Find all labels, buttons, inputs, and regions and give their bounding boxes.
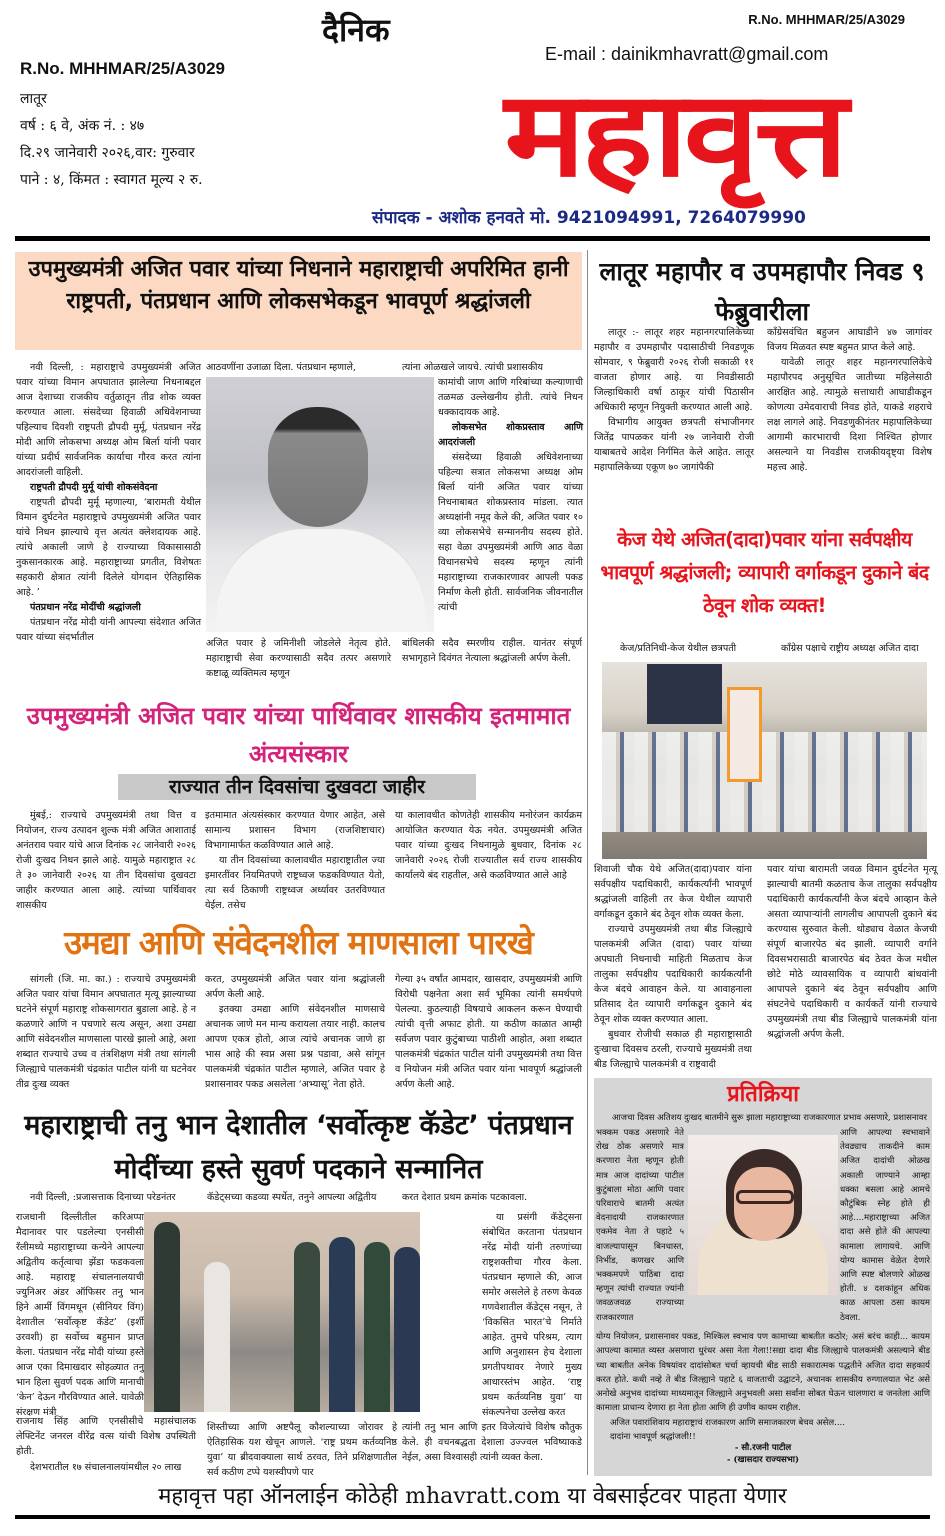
photo-figure-pm bbox=[204, 1262, 230, 1412]
article1-column-3-bottom: बांधिलकी सदैव स्मरणीय राहील. यानंतर संपूर्ण सभागृहाने दिवंगत नेत्याला श्रद्धांजली अर्पण केली. bbox=[402, 638, 582, 664]
rajani-patil-portrait-photo bbox=[688, 1135, 838, 1295]
paragraph: पंतप्रधान नरेंद्र मोदी यांनी आपल्या संदेशात अजित पवार यांच्या संदर्भातील bbox=[16, 617, 201, 643]
footer-divider bbox=[15, 1515, 930, 1519]
paragraph: राजनाथ सिंह आणि एनसीसीचे महासंचालक लेफ्टिनेंट जनरल वीरेंद्र वत्स यांची विशेष उपस्थिती होती. bbox=[16, 1416, 196, 1457]
photo-figure-officer bbox=[154, 1222, 180, 1412]
article-ajit-pawar-tribute-headline: उपमुख्यमंत्री अजित पवार यांच्या निधनाने महाराष्ट्राची अपरिमित हानी राष्ट्रपती, पंतप्रधान आणि लोकसभेकडून भावपूर्ण श्रद्धांजली bbox=[15, 252, 582, 350]
paragraph: केज/प्रतिनिधी-केज येथील छत्रपती bbox=[620, 643, 737, 654]
photo-figure-cadet bbox=[394, 1247, 420, 1412]
paragraph: योग्य नियोजन, प्रशासनावर पकड, मिश्किल स्वभाव पण कामाच्या बाबतीत कठोर; असं बरंच काही... कायम आपल्या कामात व्यस्त असणारा धुरंधर असा नेता गेला!!सद्या दादा बीड जिल्ह्याचे पालकमंत्री असल्याने बीड च्या बाबतीत अनेक विषयांवर दादांसोबत चर्चा व्हायची बीड साठी सकारात्मक पद्धतीने अजित दादा सहकार्य करत होते. कधी नव्हे ते बीड जिल्ह्याने पहाटे ६ वाजताची उद्घाटने, अचानक शासकीय रुग्णालयात भेट असे अनोखे अनुभव दादांच्या माध्यमातून जिल्ह्याने अनुभवली असा सर्वांना सोबत घेऊन चालणारा व जनतेला आणि कामाला प्राधान्य देणारा हा नेता होता आणि ही उणीव कायम राहील. bbox=[596, 1332, 930, 1414]
paragraph: सांगली (जि. मा. का.) : राज्याचे उपमुख्यमंत्री अजित पवार यांचा विमान अपघातात मृत्यू झाल्याच्या घटनेने संपूर्ण महाराष्ट्र शोकसागरात बुडाला आहे. हे न कळणारे आणि न पचणारे सत्य असून, अशा उमद्या आणि संवेदनशील माणसाला पारखे झालो आहे, अशा शब्दात राज्याचे उच्च व तंत्रशिक्षण मंत्री तथा सांगली जिल्ह्याचे पालकमंत्री चंद्रकांत पाटील यांनी या घटनेवर तीव्र दुःख व्यक्त bbox=[16, 974, 196, 1090]
paragraph: लातूर :- लातूर शहर महानगरपालिकेच्या महापौर व उपमहापौर पदासाठीची निवडणूक सोमवार, ९ फेब्रुवारी २०२६ रोजी सकाळी ११ वाजता होणार आहे. या निवडीसाठी जिल्हाधिकारी वर्षा ठाकूर यांची पिठासीन अधिकारी म्हणून नियुक्ती करण्यात आली आहे. bbox=[594, 327, 754, 413]
article3-column-2 bbox=[205, 972, 385, 1092]
photo-head-shape bbox=[268, 407, 368, 527]
article-sangli-tribute-headline: उमद्या आणि संवेदनशील माणसाला पारखे bbox=[64, 923, 533, 962]
article1-column-3-top: त्यांना ओळखले जायचे. त्यांची प्रशासकीय bbox=[402, 362, 543, 373]
paragraph: या प्रसंगी कॅडेट्सना संबोधित करताना पंतप्रधान नरेंद्र मोदी यांनी तरुणांच्या राष्ट्रशक्तीचा गौरव केला. पंतप्रधान म्हणाले की, आज समोर असलेले हे तरुण केवळ गणवेशातील कॅडेट्स नसून, ते ‘विकसित भारत’चे निर्माते आहेत. तुमचे परिश्रम, त्याग आणि अनुशासन हेच देशाला प्रगतीपथावर नेणारे मुख्य आधारस्तंभ आहेत. ‘राष्ट्र प्रथम कर्तव्यनिष्ठ युवा’ या संकल्पनेचा उल्लेख करत bbox=[482, 1212, 582, 1418]
article5-column-1 bbox=[594, 325, 754, 475]
photo-garlanded-portrait bbox=[727, 687, 762, 782]
masthead-info bbox=[20, 55, 225, 194]
year-issue: वर्ष : ६ वे, अंक नं. : ४७ bbox=[20, 118, 145, 134]
ncc-cadet-award-photo bbox=[144, 1212, 420, 1412]
article4-column-3-side bbox=[482, 1210, 582, 1420]
article3-column-1 bbox=[16, 972, 196, 1092]
paragraph: या तीन दिवसांच्या कालावधीत महाराष्ट्रातील ज्या इमारतींवर नियमितपणे राष्ट्रध्वज फडकविण्यात येतो, त्या सर्व ठिकाणी राष्ट्रध्वज अर्ध्यावर उतरविण्यात येईल. तसेच bbox=[205, 855, 385, 911]
editor-contact: संपादक - अशोक हनवते मो. 9421094991, 7264079990 bbox=[372, 208, 806, 228]
article4-column-3-top: करत देशात प्रथम क्रमांक पटकावला. bbox=[402, 1192, 528, 1203]
ajit-pawar-portrait-photo bbox=[206, 377, 434, 632]
column-divider bbox=[587, 250, 588, 1475]
article6-lead-left bbox=[606, 641, 766, 656]
reaction-signature-block bbox=[594, 1442, 932, 1466]
paragraph: इतक्या उमद्या आणि संवेदनशील माणसाचे अचानक जाणे मन मान्य करायला तयार नाही. कालच आपण एकत्र होतो, आज त्यांचे अचानक जाणे हा भास आहे की स्वप्न असा प्रश्न पडावा, असे सांगून पालकमंत्री चंद्रकांत पाटील म्हणाले, अजित पवार हे प्रशासनावर पकड असलेला ‘अभ्यासू’ नेता होते. bbox=[205, 1004, 385, 1090]
pages-price: पाने : ४, किंमत : स्वागत मूल्य २ रु. bbox=[20, 172, 203, 188]
paragraph: इतमामात अंत्यसंस्कार करण्यात येणार आहेत, असे सामान्य प्रशासन विभाग (राजशिष्टाचार) विभागामार्फत कळविण्यात आले आहे. bbox=[205, 810, 385, 851]
paragraph: काँग्रेस पक्षाचे राष्ट्रीय अध्यक्ष अजित दादा bbox=[781, 643, 919, 654]
registration-number: R.No. MHHMAR/25/A3029 bbox=[20, 59, 225, 78]
photo-shivtirth-board bbox=[647, 664, 722, 724]
issue-date: दि.२९ जानेवारी २०२६,वार: गुरुवार bbox=[20, 145, 195, 161]
photo-crowd bbox=[602, 732, 927, 832]
paragraph: मुंबई,: राज्याचे उपमुख्यमंत्री तथा वित्त व नियोजन, राज्य उत्पादन शुल्क मंत्री अजित आशाताई अनंतराव पवार यांचे आज दिनांक २८ जानेवारी २०२६ रोजी दुःखद निधन झाले आहे. यामुळे महाराष्ट्रात २८ ते ३० जानेवारी २०२६ या तीन दिवसांचा दुखवटा जाहीर करण्यात आला आहे. त्यांच्या पार्थिवावर शासकीय bbox=[16, 810, 196, 911]
paragraph: बुधवार रोजीची सकाळ ही महाराष्ट्रासाठी दुःखाचा दिवसच ठरली, राज्याचे मुख्यमंत्री तथा बीड जिल्ह्याचे पालकमंत्री व राष्ट्रवादी bbox=[594, 1029, 752, 1070]
reaction-column-left: भक्कम पकड असणारे नेते रोख ठोक असणारे मात्र करणारा नेता म्हणून होती मात्र आज दादांच्या पाटील कुटुंबाला मोठा आणि पवार परिवाराचे बातमी अत्यंत वेदनादायी राजकारणात एकमेव नेता ते पहाटे ५ वाजल्यापासून बिनधास्त, निर्भीड, कणखर आणि भक्कमपणे पाठिंबा दादा म्हणून त्यांची राज्यात ज्यांनी जवळजवळ राज्याच्या राजकारणात bbox=[596, 1128, 684, 1323]
article2-column-1 bbox=[16, 808, 196, 913]
masthead-divider bbox=[15, 236, 930, 241]
article6-lead-right bbox=[767, 641, 937, 656]
article-latur-mayor-election-headline: लातूर महापौर व उपमहापौर निवड ९ फेब्रुवारीला bbox=[599, 257, 925, 326]
paragraph: शिवाजी चौक येथे अजित(दादा)पवार यांना सर्वपक्षीय पदाधिकारी, कार्यकर्त्यांनी भावपूर्ण श्रद्धांजली वाहिली तर केज येथील व्यापारी वर्गाकडून दुकाने बंद ठेवून शोक व्यक्त केला. bbox=[594, 864, 752, 920]
photo-face bbox=[734, 1167, 794, 1241]
kej-tribute-gathering-photo bbox=[602, 662, 927, 859]
article2-column-3: या कालावधीत कोणतेही शासकीय मनोरंजन कार्यक्रम आयोजित करण्यात येऊ नयेत. उपमुख्यमंत्री अजित पवार यांच्या दुःखद निधनामुळे बुधवार, दिनांक २८ जानेवारी २०२६ रोजी राज्यातील सर्व राज्य शासकीय कार्यालये बंद राहतील, असे कळविण्यात आले आहे bbox=[395, 810, 582, 881]
article4-column-1-bottom bbox=[16, 1414, 196, 1459]
subheading: राष्ट्रपती द्रौपदी मुर्मू यांची शोकसंवेदना bbox=[30, 482, 158, 493]
photo-figure-cadet bbox=[294, 1242, 320, 1412]
article6-column-1 bbox=[594, 862, 752, 1072]
article4-column-2-top: कॅडेट्सच्या कडव्या स्पर्धेत, तनुने आपल्या अद्वितीय bbox=[207, 1192, 377, 1203]
reaction-lead: आजचा दिवस अतिशय दुःखद बातमीने सुरू झाला महाराष्ट्राच्या राजकारणात प्रभाव असणारे, प्रशासनावर bbox=[612, 1113, 928, 1123]
article1-column-2-bottom: अजित पवार हे जमिनीशी जोडलेले नेतृत्व होते. महाराष्ट्राची सेवा करण्यासाठी सदैव तत्पर असणारे कष्टाळू व्यक्तिमत्व म्हणून bbox=[206, 638, 391, 679]
photo-shirt-shape bbox=[216, 527, 426, 632]
photo-glasses bbox=[736, 1190, 794, 1204]
article5-column-2 bbox=[767, 325, 932, 475]
article4-column-1-side: राजधानी दिल्लीतील करिअप्पा मैदानावर पार पडलेल्या एनसीसी रॅलीमध्ये महाराष्ट्राच्या कन्येने आपल्या अद्वितीय कर्तृत्वाचा झेंडा फडकवला आहे. महाराष्ट्र संचालनालयाची ज्युनिअर अंडर ऑफिसर तनु भान हिने आर्मी विंगमधून (सीनियर विंग) देशातील ‘सर्वोत्कृष्ट कॅडेट’ (इर्शी उरवशी) हा सर्वोच्च बहुमान प्राप्त केला. पंतप्रधान नरेंद्र मोदी यांच्या हस्ते आज एका दिमाखदार सोहळ्यात तनु भान हिला सुवर्ण पदक आणि मानाची ‘केन’ देऊन गौरविण्यात आले. यावेळी संरक्षण मंत्री bbox=[16, 1212, 144, 1418]
paragraph: राष्ट्रपती द्रौपदी मुर्मू म्हणाल्या, ‘बारामती येथील विमान दुर्घटनेत महाराष्ट्राचे उपमुख्यमंत्री अजित पवार यांचे निधन झाल्याचे वृत्त अत्यंत क्लेशदायक आहे. त्यांचे अकाली जाणे हे राज्याच्या विकासासाठी नुकसानकारक आहे. महाराष्ट्राच्या प्रगतीत, विशेषतः सहकारी क्षेत्रात त्यांनी दिलेले योगदान ऐतिहासिक आहे. ’ bbox=[16, 497, 201, 598]
article2-column-2 bbox=[205, 808, 385, 913]
paragraph: यावेळी लातूर शहर महानगरपालिकेचे महापौरपद अनुसूचित जातीच्या महिलेसाठी आरक्षित आहे. त्यामुळे सत्ताधारी आघाडीकडून कोणत्या उमेदवाराची निवड होते, याकडे शहराचे लक्ष लागले आहे. निवडणुकीनंतर महापालिकेच्या आगामी कारभाराची दिशा निश्चित होणार असल्याने या निवडीस राजकीयदृष्ट्या विशेष महत्त्व आहे. bbox=[767, 357, 932, 473]
contact-email: E-mail : dainikmhavratt@gmail.com bbox=[545, 44, 829, 64]
article1-column-1 bbox=[16, 360, 201, 645]
article3-column-3: गेल्या ३५ वर्षांत आमदार, खासदार, उपमुख्यमंत्री आणि विरोधी पक्षनेता अशा सर्व भूमिका त्यांनी समर्थपणे पेलल्या. कुठल्याही विषयाचे आकलन करून घेण्याची त्यांची वृत्ती अफाट होती. या कठीण काळात आम्ही सर्वजण पवार कुटुंबाच्या पाठीशी आहोत, अशा शब्दात पालकमंत्री चंद्रकांत पाटील यांनी उपमुख्यमंत्री तथा वित्त व नियोजन मंत्री अजित पवार यांना भावपूर्ण श्रद्धांजली अर्पण केली आहे. bbox=[395, 974, 582, 1090]
article-best-cadet-headline: महाराष्ट्राची तनु भान देशातील ‘सर्वोत्कृष्ट कॅडेट’ पंतप्रधान मोदींच्या हस्ते सुवर्ण पदकाने सन्मानित bbox=[24, 1110, 573, 1185]
registration-number-top: R.No. MHHMAR/25/A3029 bbox=[748, 12, 905, 27]
photo-figure-cadet bbox=[329, 1237, 355, 1412]
article1-column-3 bbox=[438, 375, 583, 615]
article4-column-3-bottom: त्यांनी तनु भान आणि इतर विजेत्यांचे विशेष कौतुक केले. ही वचनबद्धता देशाला उज्ज्वल भविष्याकडे नेईल, असा विश्वासही त्यांनी व्यक्त केला. bbox=[402, 1422, 582, 1463]
paragraph: करत, उपमुख्यमंत्री अजित पवार यांना श्रद्धांजली अर्पण केली आहे. bbox=[205, 974, 385, 1000]
paragraph: देशभरातील १७ संचालनालयांमधील २० लाख bbox=[30, 1462, 182, 1473]
reaction-closing: दादांना भावपूर्ण श्रद्धांजली!! bbox=[610, 1432, 696, 1443]
paragraph: राज्याचे उपमुख्यमंत्री तथा बीड जिल्ह्याचे पालकमंत्री अजित (दादा) पवार यांच्या अपघाती निधनाची माहिती मिळताच केज तालुका सर्वपक्षीय पदाधिकारी कार्यकर्त्यांनी केज बंदचे आवाहन केले. या आवाहनाला प्रतिसाद देत व्यापारी वर्गाकडून दुकाने बंद ठेवून शोक व्यक्त करण्यात आला. bbox=[594, 924, 752, 1025]
edition-city: लातूर bbox=[20, 91, 47, 107]
article4-column-1-top bbox=[16, 1190, 196, 1205]
article-mourning-subheadline: राज्यात तीन दिवसांचा दुखवटा जाहीर bbox=[118, 774, 476, 800]
paragraph: कामांची जाण आणि गरिबांच्या कल्याणाची तळमळ उल्लेखनीय होती. त्यांचे निधन धक्कादायक आहे. bbox=[438, 377, 583, 418]
reaction-body bbox=[596, 1330, 930, 1444]
photo-figure-cadet bbox=[364, 1242, 390, 1412]
reaction-closing: अजित पवारांशिवाय महाराष्ट्राचं राजकारण आणि समाजकारण बेचव असेल.... bbox=[610, 1417, 845, 1428]
subheading: लोकसभेत शोकप्रस्ताव आणि आदरांजली bbox=[438, 422, 583, 448]
article4-column-2-bottom: शिस्तीच्या आणि अष्टपैलू कौशल्याच्या जोरावर हे ऐतिहासिक यश खेचून आणले. ‘राष्ट्र प्रथम कर्तव्यनिष्ठ युवा’ या ब्रीदवाक्याला सार्थ ठरवत, तिने प्रशिक्षणातील सर्व कठीण टप्पे यशस्वीपणे पार bbox=[207, 1422, 397, 1478]
paragraph: विभागीय आयुक्त छत्रपती संभाजीनगर जितेंद्र पापळकर यांनी २७ जानेवारी रोजी याबाबतचे आदेश निर्गमित केले आहेत. लातूर महापालिकेच्या एकूण ७० जागांपैकी bbox=[594, 417, 754, 473]
paragraph: नवी दिल्ली, : महाराष्ट्राचे उपमुख्यमंत्री अजित पवार यांच्या विमान अपघातात झालेल्या निधनाबद्दल आज देशाच्या राजकीय वर्तुळातून तीव्र शोक व्यक्त करण्यात आला. संसदेच्या हिवाळी अधिवेशनाच्या पहिल्याच दिवशी राष्ट्रपती द्रौपदी मुर्मू, पंतप्रधान नरेंद्र मोदी आणि लोकसभा अध्यक्ष ओम बिर्ला यांनी पवार यांच्या प्रदीर्घ सार्वजनिक कार्याचा गौरव करत त्यांना आदरांजली वाहिली. bbox=[16, 362, 201, 478]
signature-name: - सौ.रजनी पाटील bbox=[734, 1443, 792, 1453]
paragraph: नवी दिल्ली, :प्रजासत्ताक दिनाच्या परेडनंतर bbox=[30, 1192, 176, 1203]
article6-column-2: पवार यांचा बारामती जवळ विमान दुर्घटनेत मृत्यू झाल्याची बातमी कळताच केज तालुका सर्वपक्षीय पदाधिकारी कार्यकर्त्यांनी केज बंदचे आव्हान केले असता व्यापाऱ्यांनी लागलीच आपापली दुकाने बंद करण्यास सुरुवात केली. थोड्याच वेळात केजची संपूर्ण बाजारपेठ बंद झाली. व्यापारी वर्गाने दिवसभरासाठी बाजारपेठ बंद ठेवत केज मधील छोटे मोठे व्यावसायिक व व्यापारी बांधवांनी आपापले दुकाने बंद ठेवून सर्वपक्षीय आणि संघटनेचे पदाधिकारी व कार्यकर्ते यांनी राज्याचे उपमुख्यमंत्री तथा बीड जिल्ह्याचे पालकमंत्री यांना श्रद्धांजली अर्पण केली. bbox=[767, 864, 937, 1040]
reaction-title: प्रतिक्रिया bbox=[727, 1082, 799, 1107]
article1-column-2-top: आठवणींना उजाळा दिला. पंतप्रधान म्हणाले, bbox=[206, 362, 356, 373]
newspaper-logo: महावृत्त bbox=[504, 65, 844, 203]
paragraph: काँग्रेसवंचित बहुजन आघाडीने ४७ जागांवर विजय मिळवत स्पष्ट बहुमत प्राप्त केले आहे. bbox=[767, 327, 932, 353]
reaction-column-right: आणि आपल्या स्वभावाने तेवढ्याच ताकदीने काम अजित दादांची ओळख अकाली जाण्याने आम्हा धक्का बसला आहे आमचे कौटुंबिक स्नेह होते ही आहे....महाराष्ट्राच्या अजित दादा असे होते की आपल्या कामाला लागायचे. आणि योग्य कामास वेळेत देणारे आणि स्पष्ट बोलणारे ओळख होती. ४ दशकांहून अधिक काळ आपला ठसा कायम ठेवला. bbox=[840, 1128, 930, 1323]
signature-title: - (खासदार राज्यसभा) bbox=[727, 1455, 799, 1465]
subheading: पंतप्रधान नरेंद्र मोदींची श्रद्धांजली bbox=[30, 602, 141, 613]
masthead-dainik: दैनिक bbox=[322, 11, 390, 49]
paragraph: संसदेच्या हिवाळी अधिवेशनाच्या पहिल्या सत्रात लोकसभा अध्यक्ष ओम बिर्ला यांनी अजित पवार यांच्या निधनाबाबत शोकप्रस्ताव मांडला. त्यात अध्यक्षांनी नमूद केले की, अजित पवार १० व्या लोकसभेचे सन्माननीय सदस्य होते. सहा वेळा उपमुख्यमंत्री आणि आठ वेळा विधानसभेचे सदस्य म्हणून त्यांनी महाराष्ट्राच्या राजकारणावर आपली पकड निर्माण केली होती. सार्वजनिक जीवनातील त्यांची bbox=[438, 452, 583, 613]
article4-column-1-last bbox=[16, 1460, 206, 1475]
article-funeral-headline: उपमुख्यमंत्री अजित पवार यांच्या पार्थिवावर शासकीय इतमामात अंत्यसंस्कार bbox=[26, 702, 571, 768]
website-banner: महावृत्त पहा ऑनलाईन कोठेही mhavratt.com या वेबसाईटवर पाहता येणार bbox=[158, 1484, 787, 1509]
article-kej-tribute-headline: केज येथे अजित(दादा)पवार यांना सर्वपक्षीय भावपूर्ण श्रद्धांजली; व्यापारी वर्गाकडून दुकाने बंद ठेवून शोक व्यक्त! bbox=[600, 528, 929, 617]
